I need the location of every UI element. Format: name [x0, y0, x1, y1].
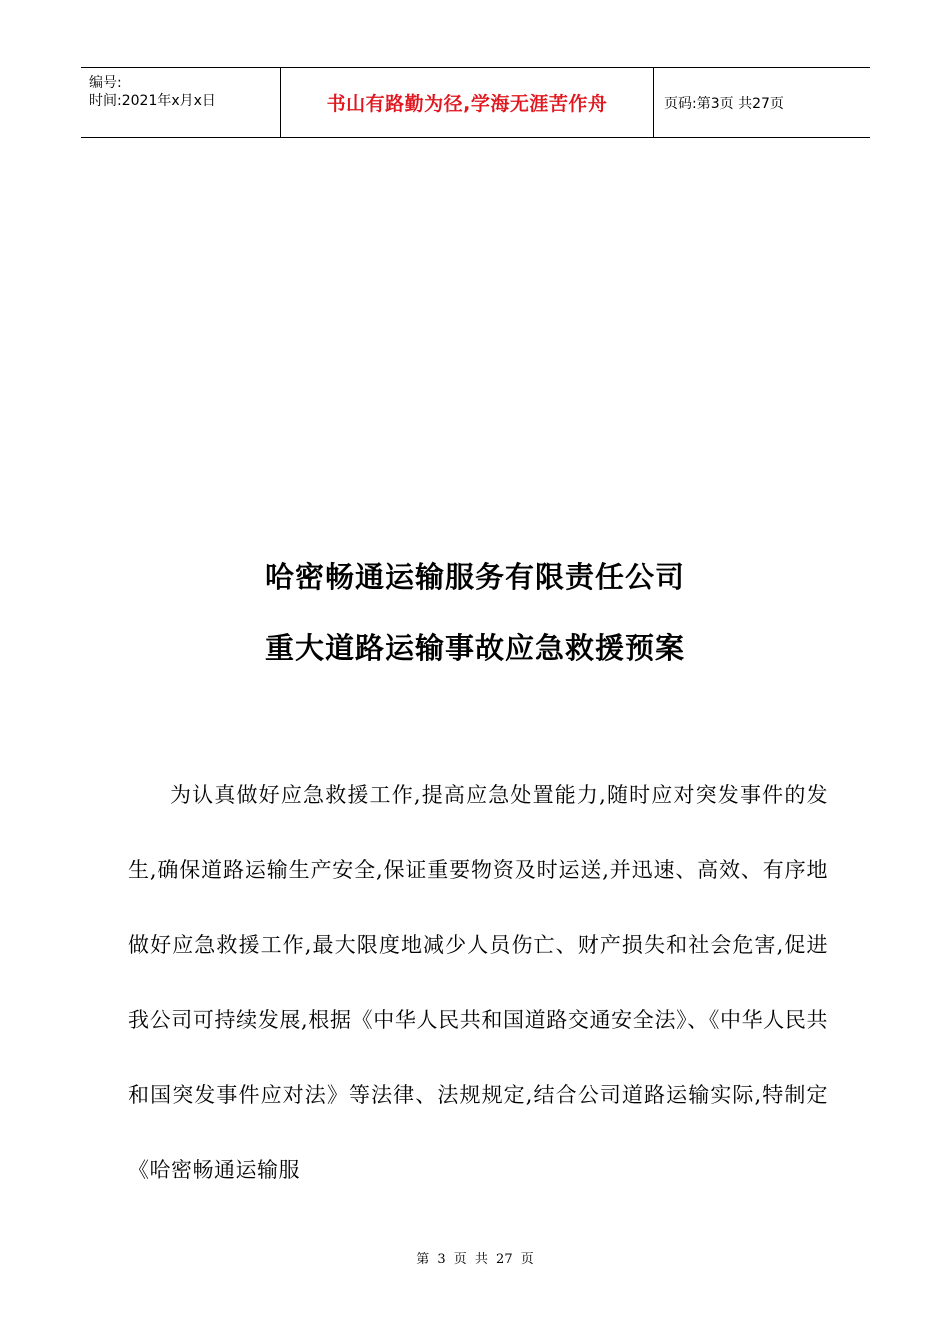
header-page-info: 页码:第3页 共27页 [664, 95, 784, 112]
date-text: 时间:2021年x月x日 [89, 93, 216, 109]
document-title-line1: 哈密畅通运输服务有限责任公司 [264, 560, 685, 594]
header-meta [81, 68, 281, 137]
page-footer: 第 3 页 共 27 页 [416, 1252, 534, 1267]
number-label: 编号: [89, 75, 122, 91]
page-header [81, 67, 870, 138]
document-title-line2: 重大道路运输事故应急救援预案 [264, 631, 685, 665]
body-paragraph: 为认真做好应急救援工作,提高应急处置能力,随时应对突发事件的发生,确保道路运输生产安全,保证重要物资及时运送,并迅速、高效、有序地做好应急救援工作,最大限度地减少人员伤亡、财产损失和社会危害,促进我公司可持续发展,根据《中华人民共和国道路交通安全法》、《中华人民共和国突发事件应对法》等法律、法规规定,结合公司道路运输实际,特制定《哈密畅通运输服 [128, 783, 828, 1182]
header-motto: 书山有路勤为径,学海无涯苦作舟 [281, 68, 654, 137]
